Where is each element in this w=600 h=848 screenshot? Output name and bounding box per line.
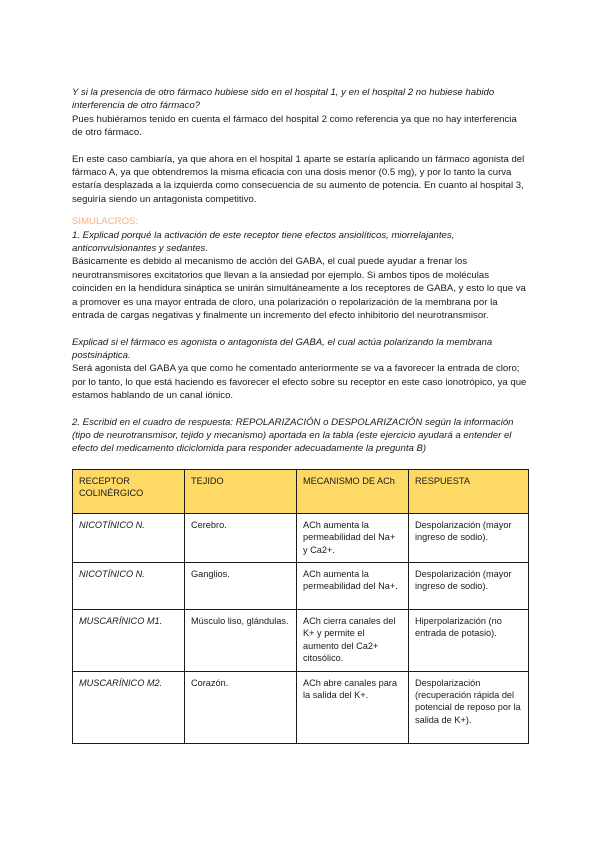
page-content bbox=[72, 86, 528, 744]
simulacro-question-1: 1. Explicad porqué la activación de este receptor tiene efectos ansiolíticos, miorrelajantes, anticonvulsionantes y sedantes. bbox=[72, 229, 455, 255]
cell-mechanism: ACh cierra canales del K+ y permite el aumento del Ca2+ citosólico. bbox=[297, 609, 409, 671]
cell-receptor: NICOTÍNICO N. bbox=[73, 513, 185, 562]
hospital-answer-1: Pues hubiéramos tenido en cuenta el fármaco del hospital 2 como referencia ya que no hay interferencia de otro fármaco. bbox=[72, 113, 517, 139]
table-row bbox=[73, 671, 529, 743]
cell-tissue: Ganglios. bbox=[185, 562, 297, 609]
cell-mechanism: ACh aumenta la permeabilidad del Na+. bbox=[297, 562, 409, 609]
simulacro-question-2: Explicad si el fármaco es agonista o antagonista del GABA, el cual actúa polarizando la membrana postsináptica. bbox=[72, 336, 493, 361]
cell-response: Despolarización (recuperación rápida del potencial de reposo por la salida de K+). bbox=[409, 671, 529, 743]
table-header-row bbox=[73, 469, 529, 513]
simulacros-heading: SIMULACROS: bbox=[72, 216, 139, 228]
header-tissue: TEJIDO bbox=[185, 469, 297, 513]
simulacro-question-3: 2. Escribid en el cuadro de respuesta: REPOLARIZACIÓN o DESPOLARIZACIÓN según la información (tipo de neurotransmisor, tejido y mecanismo) aportada en la tabla (este ejercicio ayudará a entender el efecto del medicamento diciclomida para responder adecuadamente la pregunta B) bbox=[72, 416, 514, 455]
cell-mechanism: ACh aumenta la permeabilidad del Na+ y Ca2+. bbox=[297, 513, 409, 562]
cell-mechanism: ACh abre canales para la salida del K+. bbox=[297, 671, 409, 743]
table-row bbox=[73, 609, 529, 671]
cell-tissue: Cerebro. bbox=[185, 513, 297, 562]
cell-tissue: Corazón. bbox=[185, 671, 297, 743]
cell-response: Despolarización (mayor ingreso de sodio). bbox=[409, 513, 529, 562]
header-receptor: RECEPTOR COLINÉRGICO bbox=[73, 469, 185, 513]
cell-receptor: NICOTÍNICO N. bbox=[73, 562, 185, 609]
cell-receptor: MUSCARÍNICO M2. bbox=[73, 671, 185, 743]
table-row bbox=[73, 562, 529, 609]
hospital-answer-2: En este caso cambiaría, ya que ahora en el hospital 1 aparte se estaría aplicando un fármaco agonista del fármaco A, ya que obtendremos la misma eficacia con una dosis menor (0.5 mg), y por lo tanto la curva estaría desplazada a la izquierda como consecuencia de su aumento de potencia. En cuanto al hospital 3, seguiría siendo un antagonista competitivo. bbox=[72, 153, 525, 205]
simulacro-answer-1: Básicamente es debido al mecanismo de acción del GABA, el cual puede ayudar a frenar los neurotransmisores excitatorios que llevan a la ansiedad por ejemplo. Si ambos tipos de moléculas coinciden en la hendidura sináptica se unirán simultáneamente a los receptores de GABA, y esto lo que va a promover es una mayor entrada de cloro, una polarización o repolarización de la membrana por la entrada de cargas negativas y finalmente un incremento del efecto inhibitorio del neurotransmisor. bbox=[72, 256, 526, 322]
header-mechanism: MECANISMO DE ACh bbox=[297, 469, 409, 513]
cholinergic-receptor-table bbox=[72, 469, 529, 744]
cell-tissue: Músculo liso, glándulas. bbox=[185, 609, 297, 671]
table-row bbox=[73, 513, 529, 562]
header-response: RESPUESTA bbox=[409, 469, 529, 513]
simulacro-answer-2: Será agonista del GABA ya que como he comentado anteriormente se va a favorecer la entrada de cloro; por lo tanto, lo que está haciendo es favorecer el efecto sobre su receptor en este caso ionotrópico, ya que estamos hablando de un canal iónico. bbox=[72, 363, 527, 402]
cell-response: Despolarización (mayor ingreso de sodio). bbox=[409, 562, 529, 609]
cell-receptor: MUSCARÍNICO M1. bbox=[73, 609, 185, 671]
hospital-question: Y si la presencia de otro fármaco hubiese sido en el hospital 1, y en el hospital 2 no hubiese habido interferencia de otro fármaco? bbox=[72, 87, 495, 112]
cell-response: Hiperpolarización (no entrada de potasio). bbox=[409, 609, 529, 671]
